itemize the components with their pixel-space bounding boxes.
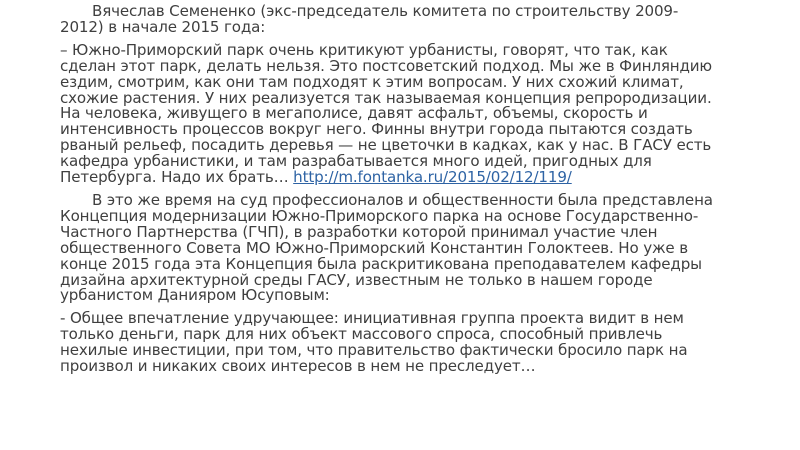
- paragraph-intro: [60, 4, 720, 36]
- paragraph-quote-semenenko-text: – Южно-Приморский парк очень критикуют урбанисты, говорят, что так, как сделан этот парк, делать нельзя. Это постсоветский подход. Мы же в Финляндию ездим, смотрим, как они там подходят к этим вопросам. У них схожий климат, схожие растения. У них реализуется так называемая концепция репрородизации. На человека, живущего в мегаполисе, давят асфальт, объемы, скорость и интенсивность процессов вокруг него. Финны внутри города пытаются создать рваный рельеф, посадить деревья — не цветочки в кадках, как у нас. В ГАСУ есть кафедра урбанистики, и там разрабатывается много идей, пригодных для Петербурга. Надо их брать…: [60, 40, 712, 187]
- paragraph-quote-yusupov-text: - Общее впечатление удручающее: инициативная группа проекта видит в нем только деньги, парк для них объект массового спроса, способный привлечь нехилые инвестиции, при том, что правительство фактически бросило парк на произвол и никаких своих интересов в нем не преследует…: [60, 309, 688, 376]
- paragraph-quote-semenenko: [60, 40, 720, 187]
- paragraph-concept-text: В это же время на суд профессионалов и общественности была представлена Концепция модернизации Южно-Приморского парка на основе Государственно-Частного Партнерства (ГЧП), в разработки которой принимал участие член общественного Совета МО Южно-Приморский Константин Голоктеев. Но уже в конце 2015 года эта Концепция была раскритикована преподавателем кафедры дизайна архитектурной среды ГАСУ, известным не только в нашем городе урбанистом Данияром Юсуповым:: [60, 190, 713, 305]
- paragraph-quote-yusupov: [60, 311, 720, 375]
- paragraph-concept: [60, 190, 720, 305]
- document-body: [60, 4, 720, 382]
- paragraph-intro-text: Вячеслав Семененко (экс-председатель комитета по строительству 2009-2012) в начале 2015 года:: [60, 2, 679, 36]
- fontanka-link[interactable]: http://m.fontanka.ru/2015/02/12/119/: [293, 168, 572, 187]
